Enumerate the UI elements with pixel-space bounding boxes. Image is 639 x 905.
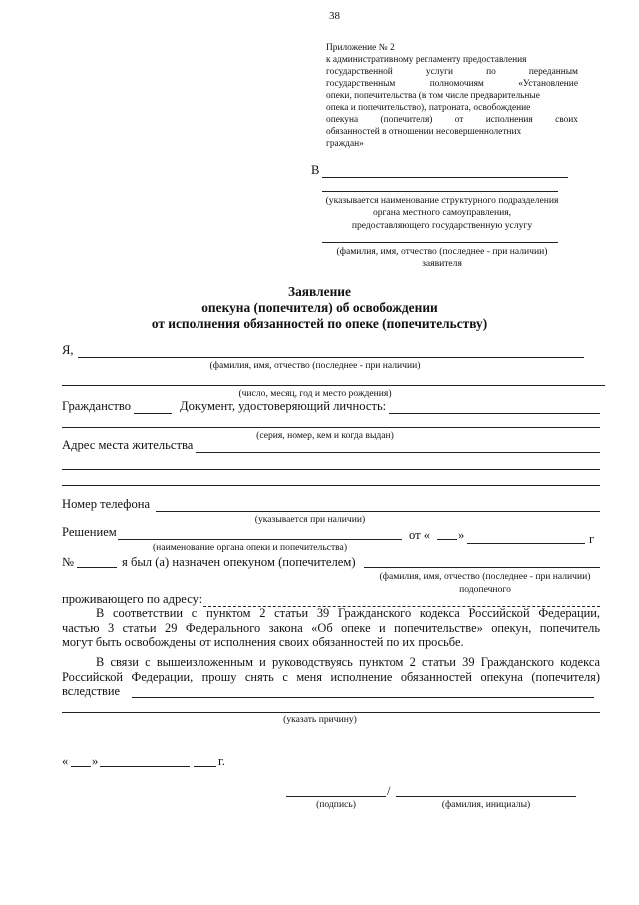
citizenship-field[interactable]: [134, 413, 172, 414]
date-year-field[interactable]: [194, 766, 216, 767]
paragraph-line: В связи с вышеизложенным и руководствуясь пунктом 2 статьи 39 Гражданского кодекса: [96, 655, 600, 669]
ward-caption: (фамилия, имя, отчество (последнее - при наличии): [379, 571, 591, 582]
paragraph-line: вследствие: [62, 684, 120, 698]
appendix-line: опеки, попечительства (в том числе предварительные: [326, 91, 540, 101]
residing-label: проживающего по адресу:: [62, 592, 203, 606]
document-caption: (серия, номер, кем и когда выдан): [256, 430, 394, 441]
phone-label: Номер телефона: [62, 497, 151, 511]
address-field[interactable]: [196, 452, 600, 453]
address-label: Адрес места жительства: [62, 438, 194, 452]
day-quote-close: »: [458, 528, 465, 542]
name-initials-caption: (фамилия, инициалы): [441, 799, 531, 810]
document-label: Документ, удостоверяющий личность:: [180, 399, 387, 413]
appendix-line: опека и попечительство), патроната, освобождение: [326, 103, 531, 113]
appendix-line: опекуна (попечителя) от исполнения своих: [326, 115, 578, 125]
document-title: Заявление: [288, 284, 351, 299]
appendix-block: [326, 42, 578, 150]
fio-caption: (фамилия, имя, отчество (последнее - при наличии): [209, 360, 421, 371]
appendix-line: обязанностей в отношении несовершеннолетних: [326, 127, 522, 137]
addressee-org-field-2[interactable]: [322, 191, 558, 192]
address-field-2[interactable]: [62, 469, 600, 470]
date-quote-close: »: [92, 754, 99, 768]
addressee-org-caption: органа местного самоуправления,: [372, 207, 512, 218]
decision-year-suffix: г: [589, 532, 595, 546]
paragraph-line: частью 3 статьи 29 Федерального закона «Об опеке и попечительстве» опекун, попечитель: [62, 620, 600, 635]
document-field-2[interactable]: [62, 427, 600, 428]
organ-caption: (наименование органа опеки и попечительства): [152, 542, 348, 553]
date-day-field[interactable]: [71, 766, 91, 767]
appendix-line: государственной услуги по переданным: [326, 67, 578, 77]
addressee-org-caption: предоставляющего государственную услугу: [351, 220, 533, 231]
applicant-name-caption: заявителя: [422, 258, 462, 269]
number-sign: №: [62, 555, 75, 569]
decision-number-field[interactable]: [77, 567, 117, 568]
ward-caption: подопечного: [459, 584, 511, 595]
date-month-field[interactable]: [100, 766, 190, 767]
signature-field[interactable]: [286, 796, 386, 797]
appendix-line: к административному регламенту предоставления: [326, 55, 527, 65]
birth-field[interactable]: [62, 385, 605, 386]
applicant-fio-field[interactable]: [78, 357, 584, 358]
reason-field-2[interactable]: [62, 712, 600, 713]
i-label: Я,: [62, 343, 74, 357]
legal-basis-paragraph: [62, 606, 600, 650]
signature-name-field[interactable]: [396, 796, 576, 797]
reason-caption: (указать причину): [283, 714, 357, 725]
addressee-org-caption: (указывается наименование структурного подразделения: [325, 195, 559, 206]
date-year-suffix: г.: [218, 754, 225, 768]
signature-separator: /: [387, 784, 391, 798]
signature-caption: (подпись): [316, 799, 356, 810]
document-title: от исполнения обязанностей по опеке (попечительству): [151, 316, 488, 331]
appointed-text: я был (а) назначен опекуном (попечителем): [122, 555, 356, 569]
applicant-name-caption: (фамилия, имя, отчество (последнее - при наличии): [336, 246, 548, 257]
date-quote-open: «: [62, 754, 69, 768]
applicant-name-field[interactable]: [322, 242, 558, 243]
ward-name-field[interactable]: [364, 567, 600, 568]
phone-caption: (указывается при наличии): [254, 514, 366, 525]
citizenship-label: Гражданство: [62, 399, 132, 413]
document-field[interactable]: [389, 413, 600, 414]
paragraph-line: В соответствии с пунктом 2 статьи 39 Гражданского кодекса Российской Федерации,: [96, 606, 600, 620]
address-field-3[interactable]: [62, 485, 600, 486]
request-paragraph: [62, 655, 600, 699]
addressee-to-label: В: [311, 163, 320, 177]
addressee-org-field[interactable]: [322, 177, 568, 178]
appendix-line: Приложение № 2: [326, 43, 395, 53]
birth-caption: (число, месяц, год и место рождения): [238, 388, 392, 399]
decision-organ-field[interactable]: [118, 539, 402, 540]
from-label: от «: [409, 528, 431, 542]
paragraph-line: Российской Федерации, прошу снять с меня исполнение обязанностей опекуна (попечителя): [62, 669, 600, 684]
page-number: 38: [329, 10, 340, 22]
appendix-line: государственным полномочиям «Установление: [326, 79, 578, 89]
decision-day-field[interactable]: [437, 539, 457, 540]
phone-field[interactable]: [156, 511, 600, 512]
decision-label: Решением: [62, 525, 117, 539]
reason-field[interactable]: [132, 697, 594, 698]
document-title: опекуна (попечителя) об освобождении: [201, 300, 438, 315]
paragraph-line: могут быть освобождены от исполнения своих обязанностей по их просьбе.: [62, 635, 464, 649]
appendix-line: граждан»: [326, 139, 364, 149]
decision-month-field[interactable]: [467, 543, 585, 544]
